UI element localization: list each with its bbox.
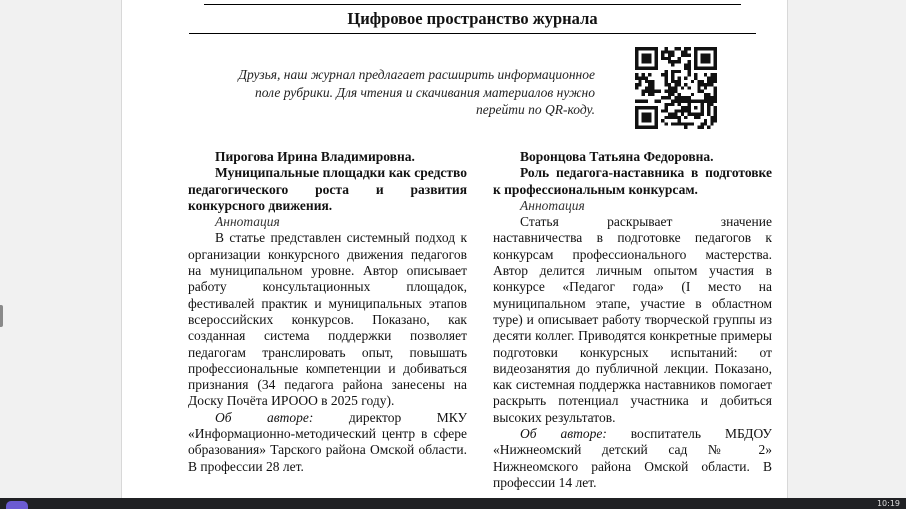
annotation-text: В статье представлен системный подход к организации конкурсного движения педагогов на муниципальном уровне. Автор описывает работу консультационных площадок, фестивалей практик и муниципальных этапов всероссийских конкурсов. Показано, как созданная система поддержки позволяет педагогам транслировать опыт, повышать профессиональные компетенции и добиваться признания (34 педагога района занесены на Доску Почёта ИРООО в 2025 году). (188, 230, 467, 409)
top-divider (204, 4, 741, 5)
intro-text: Друзья, наш журнал предлагает расширить информационное поле рубрики. Для чтения и скачивания материалов нужно перейти по QR-коду. (238, 67, 595, 117)
side-panel-handle[interactable] (0, 305, 3, 327)
article-right (493, 149, 772, 491)
annotation-label: Аннотация (215, 214, 280, 230)
section-title: Цифровое пространство журнала (347, 9, 598, 28)
annotation-label: Аннотация (520, 197, 585, 213)
qr-code-icon[interactable] (635, 47, 717, 129)
document-page (121, 0, 788, 498)
article-title: Муниципальные площадки как средство педагогического роста и развития конкурсного движения. (188, 165, 467, 213)
about-author-text: директор МКУ «Информационно-методический центр в сфере образования» Тарского района Омской области. В профессии 28 лет. (188, 409, 468, 474)
header-divider (189, 33, 756, 34)
author-name: Воронцова Татьяна Федоровна. (520, 149, 714, 164)
taskbar (0, 498, 906, 509)
author-name: Пирогова Ирина Владимировна. (215, 149, 415, 164)
article-title: Роль педагога-наставника в подготовке к профессиональным конкурсам. (493, 165, 772, 197)
annotation-text: Статья раскрывает значение наставничества в подготовке педагогов к конкурсам профессионального мастерства. Автор делится личным опытом участия в конкурсе «Педагог года» (I место на муниципальном этапе, участие в областном туре) и описывает работу творческой группы из десяти коллег. Приводятся конкретные примеры подготовки конкурсных испытаний: от видеозанятия до публичной лекции. Показано, как системная поддержка наставников помогает раскрыть потенциал участника и добиться высоких результатов. (493, 214, 772, 425)
about-author-label: Об авторе: (215, 409, 314, 425)
taskbar-clock: 10:19 (876, 499, 900, 508)
about-author (188, 410, 467, 475)
about-author-text: воспитатель МБДОУ «Нижнеомский детский сад № 2» Нижнеомского района Омской области. В профессии 14 лет. (493, 426, 772, 490)
about-author-label: Об авторе: (520, 426, 607, 442)
article-left (188, 149, 467, 475)
start-menu-icon[interactable] (6, 501, 28, 509)
about-author (493, 426, 772, 491)
